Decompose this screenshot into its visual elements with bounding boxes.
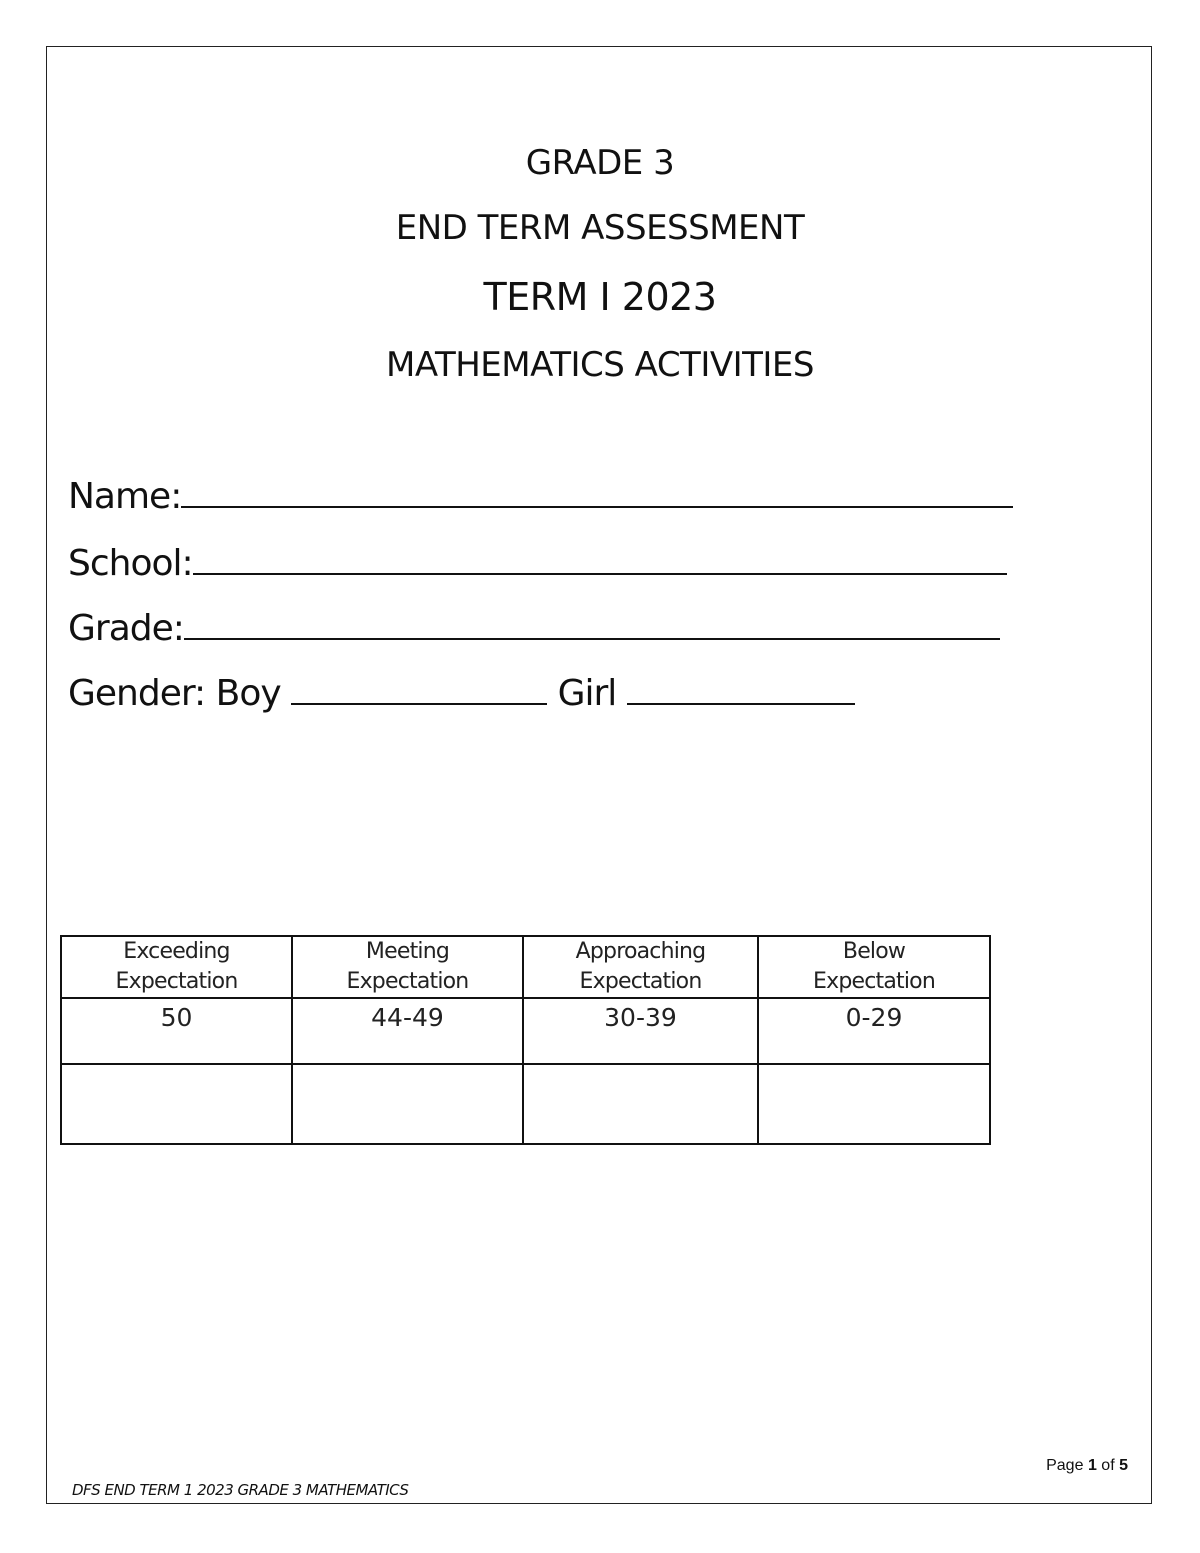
school-field (68, 543, 1007, 584)
header-approaching: Approaching Expectation (523, 936, 758, 998)
page-border (46, 46, 1152, 1504)
girl-blank-line[interactable] (627, 675, 855, 705)
entry-meeting[interactable] (292, 1064, 523, 1144)
name-field (68, 476, 1013, 517)
name-label: Name: (68, 476, 182, 517)
boy-blank-line[interactable] (291, 675, 547, 705)
term-title: TERM I 2023 (483, 275, 717, 319)
header-exceeding: Exceeding Expectation (61, 936, 292, 998)
grade-field (68, 608, 1000, 649)
score-entry-row (61, 1064, 990, 1144)
score-range-row (61, 998, 990, 1064)
grade-title: GRADE 3 (525, 143, 675, 183)
girl-label: Girl (557, 673, 617, 714)
entry-below[interactable] (758, 1064, 990, 1144)
school-blank-line[interactable] (193, 545, 1007, 575)
gender-field (68, 673, 855, 714)
score-table (60, 935, 991, 1145)
range-below: 0-29 (758, 998, 990, 1064)
entry-approaching[interactable] (523, 1064, 758, 1144)
entry-exceeding[interactable] (61, 1064, 292, 1144)
range-approaching: 30-39 (523, 998, 758, 1064)
header-below: Below Expectation (758, 936, 990, 998)
page-number: Page 1 of 5 (1046, 1457, 1128, 1474)
footer-text: DFS END TERM 1 2023 GRADE 3 MATHEMATICS (72, 1481, 409, 1499)
grade-blank-line[interactable] (184, 610, 1000, 640)
gender-label: Gender: (68, 673, 206, 714)
name-blank-line[interactable] (181, 478, 1013, 508)
header-meeting: Meeting Expectation (292, 936, 523, 998)
score-table-header-row (61, 936, 990, 998)
subject-title: MATHEMATICS ACTIVITIES (386, 345, 814, 385)
grade-label: Grade: (68, 608, 184, 649)
assessment-title: END TERM ASSESSMENT (395, 208, 805, 248)
range-exceeding: 50 (61, 998, 292, 1064)
boy-label: Boy (215, 673, 281, 714)
range-meeting: 44-49 (292, 998, 523, 1064)
school-label: School: (68, 543, 193, 584)
